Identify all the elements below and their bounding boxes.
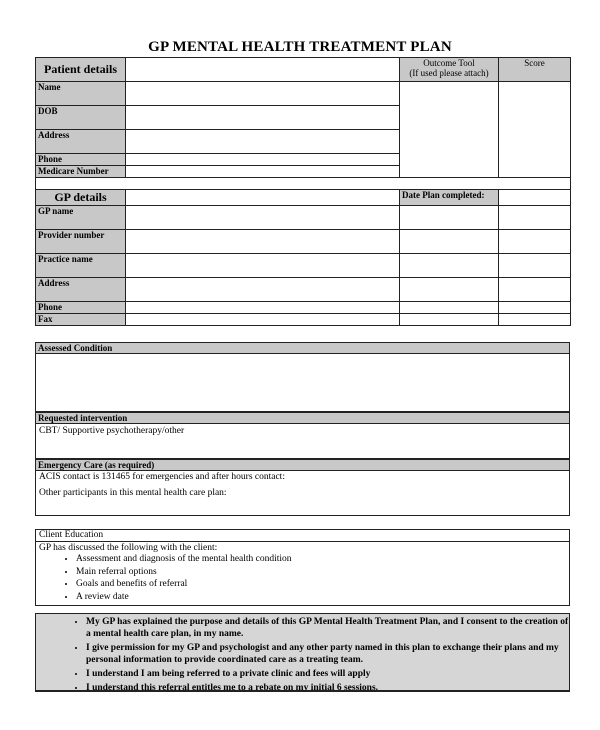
signature-line[interactable] (35, 691, 570, 692)
acis-contact-text: ACIS contact is 131465 for emergencies and after hours contact: (39, 472, 285, 482)
blank-cell[interactable] (499, 314, 571, 326)
other-participants-text: Other participants in this mental health care plan: (39, 488, 227, 498)
gp-name-field[interactable] (126, 206, 400, 230)
consent-item: • I give permission for my GP and psychologist and any other party named in this plan to exchange their plans and my personal information to provide coordinated care as a treating team. (86, 642, 569, 666)
consent-item: • I understand this referral entitles me to a rebate on my initial 6 sessions. (86, 682, 569, 694)
client-education-section (35, 529, 570, 606)
assessed-condition-section (35, 342, 570, 412)
education-list (36, 553, 569, 603)
consent-item: • My GP has explained the purpose and details of this GP Mental Health Treatment Plan, and I consent to the creation of a mental health care plan, in my name. (86, 616, 569, 640)
blank-cell[interactable] (126, 58, 400, 82)
provider-number-field[interactable] (126, 230, 400, 254)
blank-cell[interactable] (499, 254, 571, 278)
assessed-condition-field[interactable] (36, 354, 569, 412)
requested-intervention-label: Requested intervention (36, 413, 569, 424)
assessed-condition-label: Assessed Condition (36, 343, 569, 354)
consent-list (36, 614, 569, 694)
blank-cell[interactable] (499, 230, 571, 254)
blank-cell[interactable] (400, 206, 499, 230)
name-label: Name (36, 82, 126, 106)
blank-cell[interactable] (499, 278, 571, 302)
page-title: GP MENTAL HEALTH TREATMENT PLAN (148, 39, 452, 55)
address-field[interactable] (126, 130, 400, 154)
dob-label: DOB (36, 106, 126, 130)
gp-address-field[interactable] (126, 278, 400, 302)
provider-number-label: Provider number (36, 230, 126, 254)
gp-name-label: GP name (36, 206, 126, 230)
blank-cell[interactable] (400, 302, 499, 314)
gp-phone-field[interactable] (126, 302, 400, 314)
patient-details-header: Patient details (36, 58, 126, 82)
score-header: Score (499, 58, 571, 82)
list-item: • Assessment and diagnosis of the mental health condition (76, 553, 569, 566)
blank-cell[interactable] (499, 302, 571, 314)
consent-item: • I understand I am being referred to a private clinic and fees will apply (86, 668, 569, 680)
list-item: • Main referral options (76, 566, 569, 579)
date-plan-label: Date Plan completed: (400, 190, 499, 206)
fax-label: Fax (36, 314, 126, 326)
medicare-number-label: Medicare Number (36, 166, 126, 178)
blank-cell[interactable] (400, 230, 499, 254)
client-education-intro: GP has discussed the following with the client: (39, 543, 218, 553)
date-plan-field[interactable] (499, 190, 571, 206)
gp-address-label: Address (36, 278, 126, 302)
blank-cell[interactable] (126, 190, 400, 206)
requested-intervention-section (35, 412, 570, 459)
blank-cell[interactable] (400, 278, 499, 302)
spacer-row (36, 178, 571, 190)
blank-cell[interactable] (400, 314, 499, 326)
consent-section (35, 613, 570, 691)
phone-label: Phone (36, 154, 126, 166)
list-item: • A review date (76, 591, 569, 604)
gp-phone-label: Phone (36, 302, 126, 314)
fax-field[interactable] (126, 314, 400, 326)
phone-field[interactable] (126, 154, 400, 166)
blank-cell[interactable] (400, 254, 499, 278)
address-label: Address (36, 130, 126, 154)
list-item: • Goals and benefits of referral (76, 578, 569, 591)
practice-name-field[interactable] (126, 254, 400, 278)
requested-intervention-text[interactable]: CBT/ Supportive psychotherapy/other (39, 426, 185, 436)
gp-details-header: GP details (36, 190, 126, 206)
medicare-number-field[interactable] (126, 166, 400, 178)
emergency-care-section (35, 459, 570, 516)
practice-name-label: Practice name (36, 254, 126, 278)
score-cell[interactable] (499, 82, 571, 178)
outcome-tool-note: (If used please attach) (409, 68, 489, 78)
outcome-tool-label: Outcome Tool (423, 58, 475, 68)
outcome-tool-header (400, 58, 499, 82)
details-table (35, 57, 571, 326)
outcome-tool-cell[interactable] (400, 82, 499, 178)
client-education-label: Client Education (36, 530, 569, 542)
name-field[interactable] (126, 82, 400, 106)
dob-field[interactable] (126, 106, 400, 130)
blank-cell[interactable] (499, 206, 571, 230)
emergency-care-label: Emergency Care (as required) (36, 460, 569, 471)
